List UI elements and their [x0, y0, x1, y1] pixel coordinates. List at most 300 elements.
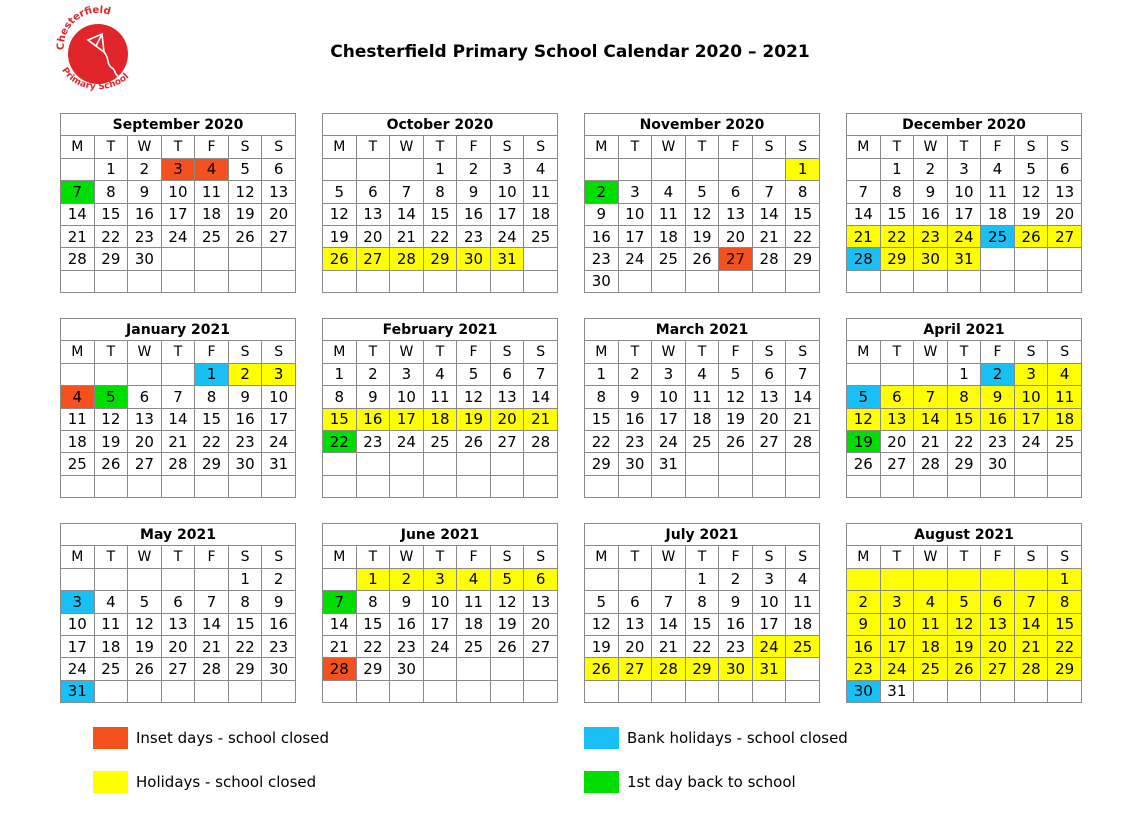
month-title: January 2021 — [61, 319, 296, 341]
weekday-header: S — [1014, 546, 1048, 568]
calendar-day: 1 — [228, 568, 262, 590]
calendar-empty-cell — [947, 270, 981, 292]
calendar-day: 23 — [847, 658, 881, 680]
calendar-day: 25 — [94, 658, 128, 680]
calendar-empty-cell — [61, 270, 95, 292]
calendar-empty-cell — [981, 680, 1015, 702]
calendar-day: 25 — [981, 225, 1015, 247]
calendar-empty-cell — [228, 270, 262, 292]
calendar-day: 11 — [195, 181, 229, 203]
calendar-empty-cell — [1014, 453, 1048, 475]
calendar-day: 5 — [457, 363, 491, 385]
weekday-header: T — [880, 341, 914, 363]
calendar-empty-cell — [685, 475, 719, 497]
calendar-day: 31 — [752, 658, 786, 680]
calendar-day: 31 — [490, 248, 524, 270]
calendar-day: 5 — [847, 386, 881, 408]
weekday-header: S — [1048, 341, 1082, 363]
calendar-day: 23 — [719, 635, 753, 657]
weekday-header: W — [652, 546, 686, 568]
calendar-day: 14 — [195, 613, 229, 635]
calendar-day: 1 — [585, 363, 619, 385]
calendar-empty-cell — [914, 568, 948, 590]
calendar-day: 19 — [685, 225, 719, 247]
calendar-empty-cell — [981, 248, 1015, 270]
weekday-header: T — [94, 546, 128, 568]
calendar-day: 18 — [981, 203, 1015, 225]
weekday-header: T — [947, 136, 981, 158]
calendar-day: 7 — [652, 591, 686, 613]
calendar-day: 22 — [585, 430, 619, 452]
legend-first-swatch — [584, 771, 619, 793]
calendar-day: 21 — [847, 225, 881, 247]
month-calendar — [322, 318, 558, 498]
calendar-day: 1 — [685, 568, 719, 590]
calendar-day: 15 — [94, 203, 128, 225]
calendar-empty-cell — [423, 453, 457, 475]
calendar-empty-cell — [786, 270, 820, 292]
calendar-empty-cell — [1014, 680, 1048, 702]
calendar-day: 22 — [880, 225, 914, 247]
calendar-day: 8 — [880, 181, 914, 203]
calendar-day: 18 — [685, 408, 719, 430]
calendar-day: 20 — [719, 225, 753, 247]
calendar-day: 28 — [195, 658, 229, 680]
calendar-empty-cell — [847, 568, 881, 590]
calendar-day: 9 — [719, 591, 753, 613]
calendar-day: 11 — [94, 613, 128, 635]
calendar-day: 27 — [880, 453, 914, 475]
calendar-day: 30 — [719, 658, 753, 680]
calendar-day: 1 — [423, 158, 457, 180]
calendar-empty-cell — [161, 270, 195, 292]
weekday-header: T — [618, 341, 652, 363]
calendar-empty-cell — [880, 475, 914, 497]
month-title: September 2020 — [61, 114, 296, 136]
month-calendar — [60, 318, 296, 498]
calendar-day: 22 — [423, 225, 457, 247]
calendar-day: 2 — [847, 591, 881, 613]
calendar-day: 29 — [195, 453, 229, 475]
calendar-day: 18 — [94, 635, 128, 657]
calendar-empty-cell — [947, 568, 981, 590]
calendar-empty-cell — [195, 568, 229, 590]
calendar-day: 28 — [61, 248, 95, 270]
calendar-day: 24 — [61, 658, 95, 680]
calendar-day: 16 — [914, 203, 948, 225]
calendar-empty-cell — [390, 453, 424, 475]
calendar-day: 5 — [719, 363, 753, 385]
calendar-empty-cell — [752, 158, 786, 180]
calendar-day: 17 — [652, 408, 686, 430]
calendar-empty-cell — [94, 475, 128, 497]
calendar-empty-cell — [195, 475, 229, 497]
calendar-day: 15 — [880, 203, 914, 225]
calendar-day: 13 — [524, 591, 558, 613]
calendar-day: 10 — [652, 386, 686, 408]
calendar-empty-cell — [1014, 248, 1048, 270]
month-title: August 2021 — [847, 524, 1082, 546]
calendar-day: 5 — [490, 568, 524, 590]
calendar-empty-cell — [1048, 453, 1082, 475]
weekday-header: S — [490, 341, 524, 363]
calendar-day: 4 — [981, 158, 1015, 180]
calendar-empty-cell — [228, 680, 262, 702]
calendar-day: 24 — [752, 635, 786, 657]
calendar-empty-cell — [1048, 680, 1082, 702]
calendar-day: 8 — [947, 386, 981, 408]
calendar-day: 1 — [880, 158, 914, 180]
calendar-day: 19 — [1014, 203, 1048, 225]
weekday-header: F — [195, 341, 229, 363]
calendar-empty-cell — [914, 475, 948, 497]
calendar-empty-cell — [128, 475, 162, 497]
weekday-header: S — [524, 546, 558, 568]
calendar-day: 3 — [262, 363, 296, 385]
calendar-day: 2 — [585, 181, 619, 203]
calendar-empty-cell — [1048, 270, 1082, 292]
calendar-day: 12 — [847, 408, 881, 430]
calendar-empty-cell — [61, 158, 95, 180]
calendar-day: 26 — [128, 658, 162, 680]
calendar-day: 11 — [914, 613, 948, 635]
calendar-day: 15 — [195, 408, 229, 430]
month-title: March 2021 — [585, 319, 820, 341]
calendar-empty-cell — [423, 270, 457, 292]
calendar-empty-cell — [61, 568, 95, 590]
calendar-day: 30 — [262, 658, 296, 680]
weekday-header: F — [457, 341, 491, 363]
calendar-empty-cell — [356, 270, 390, 292]
calendar-empty-cell — [323, 270, 357, 292]
calendar-day: 3 — [752, 568, 786, 590]
weekday-header: M — [61, 341, 95, 363]
calendar-day: 26 — [847, 453, 881, 475]
calendar-day: 21 — [161, 430, 195, 452]
calendar-day: 9 — [262, 591, 296, 613]
weekday-header: F — [981, 341, 1015, 363]
month-calendar — [322, 523, 558, 703]
calendar-day: 6 — [719, 181, 753, 203]
legend-bank-label: Bank holidays - school closed — [627, 729, 848, 747]
calendar-day: 4 — [652, 181, 686, 203]
weekday-header: F — [719, 341, 753, 363]
calendar-day: 6 — [618, 591, 652, 613]
calendar-empty-cell — [457, 680, 491, 702]
calendar-day: 27 — [1048, 225, 1082, 247]
calendar-empty-cell — [786, 658, 820, 680]
calendar-day: 7 — [390, 181, 424, 203]
calendar-empty-cell — [94, 363, 128, 385]
calendar-day: 4 — [786, 568, 820, 590]
weekday-header: W — [652, 341, 686, 363]
calendar-day: 13 — [981, 613, 1015, 635]
calendar-day: 19 — [490, 613, 524, 635]
calendar-day: 22 — [94, 225, 128, 247]
legend-inset-label: Inset days - school closed — [136, 729, 329, 747]
calendar-empty-cell — [61, 475, 95, 497]
calendar-empty-cell — [719, 680, 753, 702]
calendar-day: 10 — [390, 386, 424, 408]
calendar-day: 25 — [685, 430, 719, 452]
calendar-day: 1 — [356, 568, 390, 590]
calendar-day: 9 — [914, 181, 948, 203]
calendar-day: 12 — [685, 203, 719, 225]
weekday-header: W — [128, 136, 162, 158]
weekday-header: M — [323, 546, 357, 568]
calendar-day: 10 — [1014, 386, 1048, 408]
calendar-empty-cell — [847, 270, 881, 292]
calendar-day: 4 — [195, 158, 229, 180]
calendar-day: 16 — [847, 635, 881, 657]
calendar-day: 13 — [356, 203, 390, 225]
calendar-day: 16 — [719, 613, 753, 635]
calendar-day: 1 — [786, 158, 820, 180]
weekday-header: M — [323, 341, 357, 363]
calendar-day: 22 — [947, 430, 981, 452]
calendar-empty-cell — [94, 568, 128, 590]
calendar-day: 17 — [1014, 408, 1048, 430]
calendar-day: 4 — [457, 568, 491, 590]
calendar-day: 20 — [618, 635, 652, 657]
calendar-day: 6 — [1048, 158, 1082, 180]
weekday-header: S — [786, 546, 820, 568]
calendar-day: 20 — [524, 613, 558, 635]
calendar-day: 25 — [1048, 430, 1082, 452]
calendar-day: 26 — [228, 225, 262, 247]
calendar-day: 12 — [94, 408, 128, 430]
calendar-empty-cell — [524, 248, 558, 270]
calendar-day: 15 — [423, 203, 457, 225]
calendar-day: 4 — [685, 363, 719, 385]
calendar-day: 21 — [323, 635, 357, 657]
calendar-day: 30 — [128, 248, 162, 270]
month-calendar — [846, 113, 1082, 293]
calendar-empty-cell — [524, 270, 558, 292]
calendar-day: 7 — [847, 181, 881, 203]
calendar-day: 15 — [323, 408, 357, 430]
calendar-day: 1 — [947, 363, 981, 385]
calendar-empty-cell — [786, 453, 820, 475]
calendar-empty-cell — [128, 568, 162, 590]
month-title: February 2021 — [323, 319, 558, 341]
calendar-empty-cell — [390, 270, 424, 292]
calendar-day: 11 — [61, 408, 95, 430]
weekday-header: W — [914, 136, 948, 158]
legend-holiday-swatch — [93, 771, 128, 793]
page-title: Chesterfield Primary School Calendar 2020 – 2021 — [330, 42, 810, 62]
calendar-day: 13 — [618, 613, 652, 635]
month-title: December 2020 — [847, 114, 1082, 136]
calendar-day: 17 — [752, 613, 786, 635]
month-title: April 2021 — [847, 319, 1082, 341]
weekday-header: T — [161, 341, 195, 363]
calendar-day: 5 — [947, 591, 981, 613]
calendar-day: 25 — [195, 225, 229, 247]
calendar-empty-cell — [128, 680, 162, 702]
calendar-empty-cell — [752, 270, 786, 292]
weekday-header: T — [685, 546, 719, 568]
calendar-day: 17 — [423, 613, 457, 635]
calendar-day: 30 — [847, 680, 881, 702]
calendar-day: 9 — [457, 181, 491, 203]
calendar-empty-cell — [652, 568, 686, 590]
month-title: November 2020 — [585, 114, 820, 136]
calendar-day: 27 — [356, 248, 390, 270]
calendar-empty-cell — [947, 680, 981, 702]
calendar-empty-cell — [880, 363, 914, 385]
calendar-day: 12 — [490, 591, 524, 613]
calendar-day: 7 — [61, 181, 95, 203]
weekday-header: F — [195, 136, 229, 158]
calendar-day: 24 — [947, 225, 981, 247]
weekday-header: T — [161, 546, 195, 568]
calendar-day: 14 — [914, 408, 948, 430]
calendar-empty-cell — [161, 475, 195, 497]
calendar-day: 28 — [390, 248, 424, 270]
calendar-empty-cell — [356, 680, 390, 702]
calendar-day: 15 — [356, 613, 390, 635]
weekday-header: S — [1048, 136, 1082, 158]
calendar-day: 21 — [1014, 635, 1048, 657]
month-title: July 2021 — [585, 524, 820, 546]
calendar-day: 7 — [161, 386, 195, 408]
calendar-day: 27 — [981, 658, 1015, 680]
calendar-day: 28 — [652, 658, 686, 680]
calendar-empty-cell — [524, 453, 558, 475]
weekday-header: T — [356, 546, 390, 568]
calendar-day: 29 — [228, 658, 262, 680]
calendar-day: 14 — [390, 203, 424, 225]
calendar-empty-cell — [61, 363, 95, 385]
month-title: May 2021 — [61, 524, 296, 546]
calendar-day: 12 — [457, 386, 491, 408]
weekday-header: T — [94, 136, 128, 158]
calendar-day: 13 — [161, 613, 195, 635]
calendar-day: 1 — [323, 363, 357, 385]
calendar-day: 7 — [524, 363, 558, 385]
weekday-header: M — [847, 341, 881, 363]
calendar-empty-cell — [719, 270, 753, 292]
calendar-day: 4 — [94, 591, 128, 613]
calendar-day: 5 — [585, 591, 619, 613]
calendar-empty-cell — [490, 658, 524, 680]
calendar-day: 23 — [914, 225, 948, 247]
calendar-day: 27 — [262, 225, 296, 247]
calendar-day: 3 — [423, 568, 457, 590]
school-logo — [56, 4, 140, 100]
calendar-day: 1 — [195, 363, 229, 385]
calendar-day: 26 — [719, 430, 753, 452]
weekday-header: S — [752, 136, 786, 158]
calendar-empty-cell — [847, 158, 881, 180]
weekday-header: T — [618, 136, 652, 158]
calendar-day: 21 — [914, 430, 948, 452]
calendar-day: 4 — [423, 363, 457, 385]
calendar-day: 17 — [947, 203, 981, 225]
calendar-day: 21 — [652, 635, 686, 657]
calendar-empty-cell — [390, 158, 424, 180]
calendar-day: 9 — [618, 386, 652, 408]
calendar-day: 16 — [585, 225, 619, 247]
calendar-day: 11 — [786, 591, 820, 613]
calendar-day: 2 — [618, 363, 652, 385]
calendar-day: 24 — [161, 225, 195, 247]
calendar-empty-cell — [490, 680, 524, 702]
calendar-day: 30 — [228, 453, 262, 475]
calendar-empty-cell — [786, 475, 820, 497]
weekday-header: W — [390, 136, 424, 158]
weekday-header: W — [914, 341, 948, 363]
calendar-day: 2 — [981, 363, 1015, 385]
legend-holiday — [93, 771, 316, 793]
calendar-empty-cell — [423, 658, 457, 680]
calendar-day: 2 — [262, 568, 296, 590]
calendar-day: 31 — [880, 680, 914, 702]
calendar-day: 31 — [652, 453, 686, 475]
calendar-day: 6 — [490, 363, 524, 385]
calendar-day: 27 — [719, 248, 753, 270]
calendar-day: 10 — [947, 181, 981, 203]
weekday-header: F — [719, 546, 753, 568]
calendar-day: 27 — [128, 453, 162, 475]
calendar-empty-cell — [1014, 475, 1048, 497]
weekday-header: S — [262, 136, 296, 158]
month-calendar — [846, 318, 1082, 498]
calendar-empty-cell — [323, 680, 357, 702]
calendar-day: 11 — [524, 181, 558, 203]
calendar-empty-cell — [947, 475, 981, 497]
weekday-header: T — [618, 546, 652, 568]
calendar-day: 18 — [524, 203, 558, 225]
calendar-day: 29 — [423, 248, 457, 270]
calendar-day: 22 — [228, 635, 262, 657]
calendar-day: 20 — [880, 430, 914, 452]
calendar-day: 29 — [880, 248, 914, 270]
calendar-day: 23 — [128, 225, 162, 247]
weekday-header: S — [524, 136, 558, 158]
calendar-day: 10 — [490, 181, 524, 203]
calendar-day: 24 — [1014, 430, 1048, 452]
calendar-day: 14 — [61, 203, 95, 225]
weekday-header: S — [752, 546, 786, 568]
calendar-day: 27 — [524, 635, 558, 657]
calendar-day: 23 — [618, 430, 652, 452]
calendar-day: 13 — [128, 408, 162, 430]
calendar-empty-cell — [652, 475, 686, 497]
calendar-day: 27 — [490, 430, 524, 452]
weekday-header: F — [981, 546, 1015, 568]
calendar-day: 24 — [262, 430, 296, 452]
calendar-day: 20 — [356, 225, 390, 247]
calendar-empty-cell — [262, 248, 296, 270]
calendar-day: 23 — [356, 430, 390, 452]
calendar-day: 8 — [94, 181, 128, 203]
calendar-day: 26 — [323, 248, 357, 270]
weekday-header: F — [195, 546, 229, 568]
calendar-empty-cell — [94, 270, 128, 292]
calendar-day: 11 — [423, 386, 457, 408]
weekday-header: W — [128, 546, 162, 568]
calendar-day: 6 — [981, 591, 1015, 613]
calendar-empty-cell — [457, 270, 491, 292]
calendar-day: 24 — [490, 225, 524, 247]
calendar-day: 28 — [524, 430, 558, 452]
weekday-header: S — [262, 546, 296, 568]
calendar-day: 30 — [618, 453, 652, 475]
month-calendar — [584, 318, 820, 498]
calendar-day: 9 — [390, 591, 424, 613]
